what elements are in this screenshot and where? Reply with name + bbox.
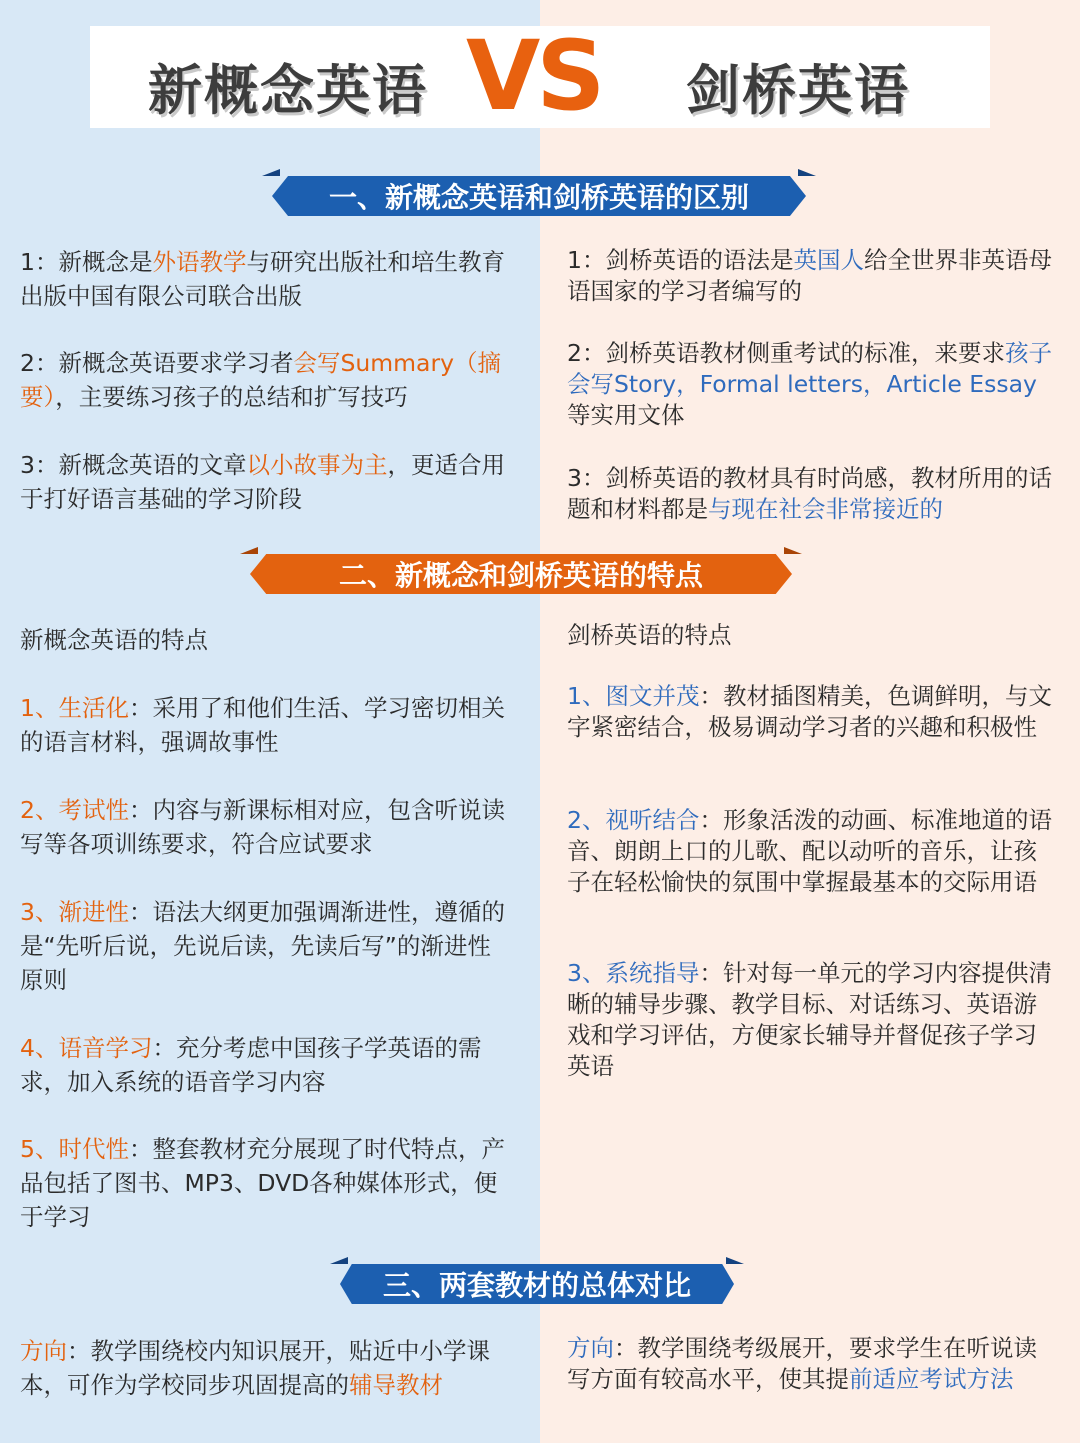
title-box — [90, 20, 990, 132]
s2-right-item-1: 1、图文并茂：教材插图精美，色调鲜明，与文字紧密结合，极易调动学习者的兴趣和积极性 — [567, 682, 1052, 741]
s1-left-item-2: 2：新概念英语要求学习者会写Summary（摘要），主要练习孩子的总结和扩写技巧 — [20, 349, 502, 411]
s2-left-item-1: 1、生活化：采用了和他们生活、学习密切相关的语言材料，强调故事性 — [20, 694, 505, 756]
s2-left-item-4: 4、语音学习：充分考虑中国孩子学英语的需求，加入系统的语音学习内容 — [20, 1034, 482, 1096]
s1-left-item-3: 3：新概念英语的文章以小故事为主，更适合用于打好语言基础的学习阶段 — [20, 451, 505, 513]
s3-left-direction: 方向：教学围绕校内知识展开，贴近中小学课本，可作为学校同步巩固提高的辅导教材 — [20, 1337, 490, 1399]
section-2-heading: 二、新概念和剑桥英语的特点 — [338, 559, 703, 592]
section-1-heading: 一、新概念英语和剑桥英语的区别 — [328, 181, 749, 214]
s2-left-item-5: 5、时代性：整套教材充分展现了时代特点，产品包括了图书、MP3、DVD各种媒体形式，便于学习 — [20, 1135, 505, 1231]
s2-left-item-2: 2、考试性：内容与新课标相对应，包含听说读写等各项训练要求，符合应试要求 — [20, 796, 505, 858]
title-cambridge: 剑桥英语 — [686, 59, 910, 122]
s2-left-title: 新概念英语的特点 — [20, 626, 208, 654]
s1-right-item-3: 3：剑桥英语的教材具有时尚感，教材所用的话题和材料都是与现在社会非常接近的 — [567, 464, 1052, 523]
section-1-banner — [272, 176, 806, 216]
s3-right-direction: 方向：教学围绕考级展开，要求学生在听说读写方面有较高水平，使其提前适应考试方法 — [567, 1334, 1037, 1393]
s1-left-item-1: 1：新概念是外语教学与研究出版社和培生教育出版中国有限公司联合出版 — [20, 248, 505, 310]
s2-right-item-2: 2、视听结合：形象活泼的动画、标准地道的语音、朗朗上口的儿歌、配以动听的音乐，让孩子在轻松愉快的氛围中掌握最基本的交际用语 — [567, 806, 1052, 896]
s1-right-item-2: 2：剑桥英语教材侧重考试的标准，来要求孩子会写Story，Formal letters，Article Essay等实用文体 — [567, 339, 1052, 429]
section-3-banner — [340, 1264, 734, 1304]
s2-right-item-3: 3、系统指导：针对每一单元的学习内容提供清晰的辅导步骤、教学目标、对话练习、英语游戏和学习评估，方便家长辅导并督促孩子学习英语 — [567, 959, 1052, 1080]
section-3-heading: 三、两套教材的总体对比 — [382, 1269, 691, 1302]
s2-left-item-3: 3、渐进性：语法大纲更加强调渐进性，遵循的是“先听后说，先说后读，先读后写”的渐进性原则 — [20, 898, 505, 994]
s1-right-item-1: 1：剑桥英语的语法是英国人给全世界非英语母语国家的学习者编写的 — [567, 246, 1052, 305]
title-vs: VS — [466, 20, 602, 132]
section-2-banner — [250, 554, 792, 594]
title-new-concept: 新概念英语 — [148, 59, 428, 122]
s2-right-title: 剑桥英语的特点 — [567, 621, 732, 649]
